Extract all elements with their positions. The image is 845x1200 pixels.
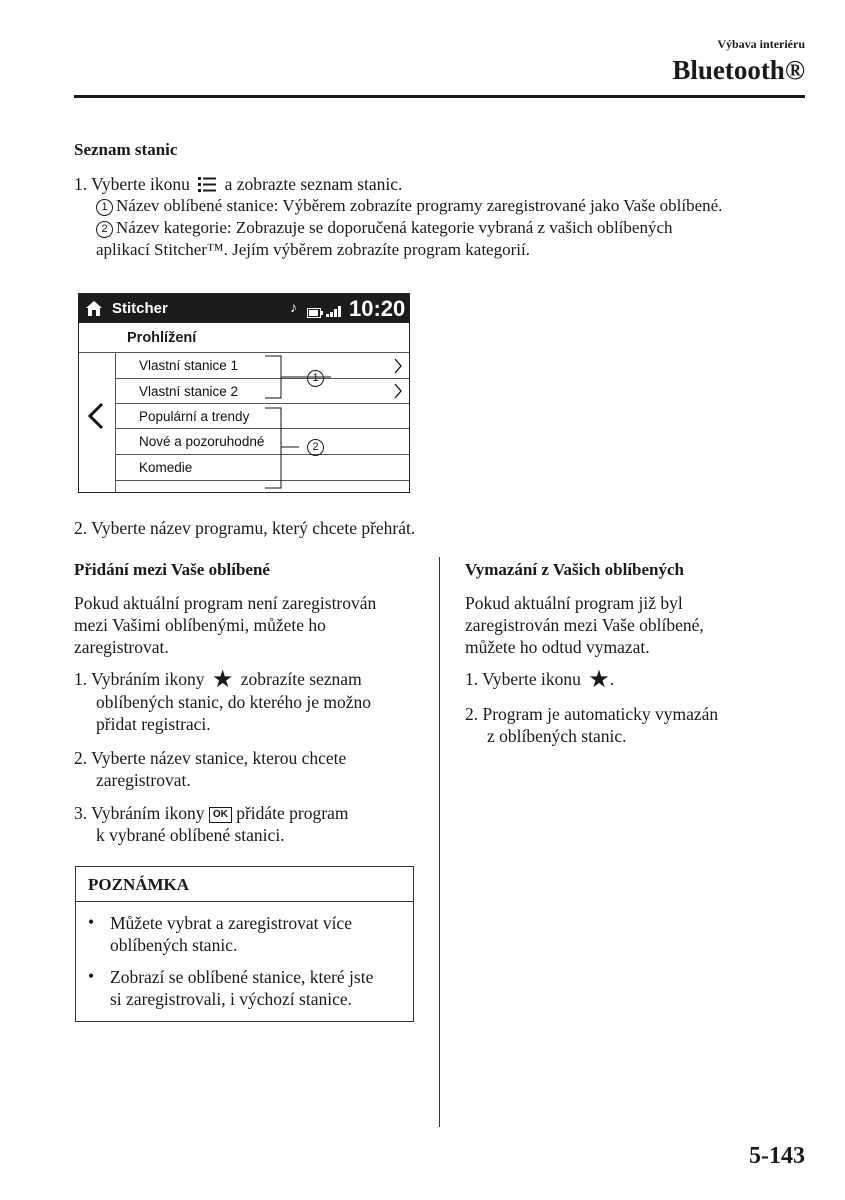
note-line: si zaregistrovali, i výchozí stanice. xyxy=(110,989,353,1009)
chevron-right-icon[interactable] xyxy=(393,358,403,379)
add-intro-line: mezi Vašimi oblíbenými, můžete ho xyxy=(74,615,326,635)
add-intro xyxy=(74,592,376,658)
step-1 xyxy=(74,173,402,197)
add-step-1-b: zobrazíte seznam xyxy=(240,669,362,689)
circle-number-2: 2 xyxy=(96,221,113,238)
list-item[interactable]: Vlastní stanice 1 xyxy=(139,358,239,373)
star-icon: ★ xyxy=(588,667,610,693)
note-line: Zobrazí se oblíbené stanice, které jste xyxy=(110,967,374,987)
remove-step-1 xyxy=(465,668,614,691)
remove-favorites-heading: Vymazání z Vašich oblíbených xyxy=(465,560,684,579)
title-divider xyxy=(79,352,409,353)
left-column-divider xyxy=(115,352,116,492)
section-label: Výbava interiéru xyxy=(717,37,805,51)
bullet-icon: • xyxy=(88,912,95,932)
note-bullet-1 xyxy=(110,912,352,956)
add-intro-line: Pokud aktuální program není zaregistrován xyxy=(74,593,377,613)
note-header xyxy=(76,867,413,902)
note-box xyxy=(75,866,414,1022)
note-heading: POZNÁMKA xyxy=(88,875,190,894)
remove-intro-line: zaregistrován mezi Vaše oblíbené, xyxy=(465,615,704,635)
app-title: Stitcher xyxy=(112,300,168,317)
callout-2: 2 xyxy=(307,439,324,456)
item-1-text: Název oblíbené stanice: Výběrem zobrazíte programy zaregistrované jako Vaše oblíbené. xyxy=(116,196,723,215)
battery-icon xyxy=(307,305,323,323)
column-divider xyxy=(439,557,440,1127)
remove-step-2-b: z oblíbených stanic. xyxy=(487,726,627,746)
list-item[interactable]: Populární a trendy xyxy=(139,409,250,424)
header-rule xyxy=(74,95,805,98)
back-chevron-icon[interactable] xyxy=(87,402,105,435)
screen-status-bar xyxy=(79,294,409,323)
remove-intro xyxy=(465,592,704,658)
ok-icon: OK xyxy=(209,807,232,823)
step-1-text-a: 1. Vyberte ikonu xyxy=(74,174,190,194)
add-step-2: 2. Vyberte název stanice, kterou chcete xyxy=(74,748,347,768)
add-intro-line: zaregistrovat. xyxy=(74,637,169,657)
note-bullet-2 xyxy=(110,966,373,1010)
add-step-1-d: přidat registraci. xyxy=(96,714,211,734)
list-item[interactable]: Vlastní stanice 2 xyxy=(139,384,239,399)
clock: 10:20 xyxy=(349,296,406,321)
add-step-2-b: zaregistrovat. xyxy=(96,770,191,790)
signal-icon xyxy=(326,304,342,322)
remove-step-2: 2. Program je automaticky vymazán xyxy=(465,704,719,724)
music-note-icon: ♪ xyxy=(290,301,297,316)
page-title: Bluetooth® xyxy=(672,55,805,85)
station-list-heading: Seznam stanic xyxy=(74,140,178,159)
home-icon[interactable] xyxy=(85,300,103,322)
callout-1: 1 xyxy=(307,370,324,387)
circle-number-1: 1 xyxy=(96,199,113,216)
remove-intro-line: můžete ho odtud vymazat. xyxy=(465,637,650,657)
add-step-1-c: oblíbených stanic, do kterého je možno xyxy=(96,692,372,712)
callout-brackets xyxy=(259,354,349,490)
stitcher-screen xyxy=(78,293,410,493)
item-2-text: Název kategorie: Zobrazuje se doporučená kategorie vybraná z vašich oblíbených xyxy=(116,218,673,237)
item-2 xyxy=(96,217,673,239)
chevron-right-icon[interactable] xyxy=(393,383,403,404)
remove-step-1-text: 1. Vyberte ikonu xyxy=(465,669,581,689)
list-title: Prohlížení xyxy=(127,330,197,346)
item-2-line-2: aplikací Stitcher™. Jejím výběrem zobrazíte program kategorií. xyxy=(96,240,530,259)
add-favorites-heading: Přidání mezi Vaše oblíbené xyxy=(74,560,270,579)
list-item[interactable]: Nové a pozoruhodné xyxy=(139,434,265,449)
add-step-3 xyxy=(74,802,348,824)
list-icon xyxy=(198,175,216,197)
remove-intro-line: Pokud aktuální program již byl xyxy=(465,593,683,613)
add-step-1 xyxy=(74,668,362,691)
bullet-icon: • xyxy=(88,966,95,986)
star-icon: ★ xyxy=(211,667,234,693)
remove-step-1-end: . xyxy=(609,669,615,689)
note-line: Můžete vybrat a zaregistrovat více xyxy=(110,913,352,933)
add-step-3-a: 3. Vybráním ikony xyxy=(74,803,205,823)
item-1 xyxy=(96,195,722,217)
note-line: oblíbených stanic. xyxy=(110,935,238,955)
step-2: 2. Vyberte název programu, který chcete přehrát. xyxy=(74,518,416,538)
list-item[interactable]: Komedie xyxy=(139,460,193,475)
add-step-3-c: k vybrané oblíbené stanici. xyxy=(96,825,285,845)
page-number: 5-143 xyxy=(749,1143,805,1169)
add-step-3-b: přidáte program xyxy=(236,803,349,823)
step-1-text-b: a zobrazte seznam stanic. xyxy=(224,174,403,194)
add-step-1-a: 1. Vybráním ikony xyxy=(74,669,205,689)
